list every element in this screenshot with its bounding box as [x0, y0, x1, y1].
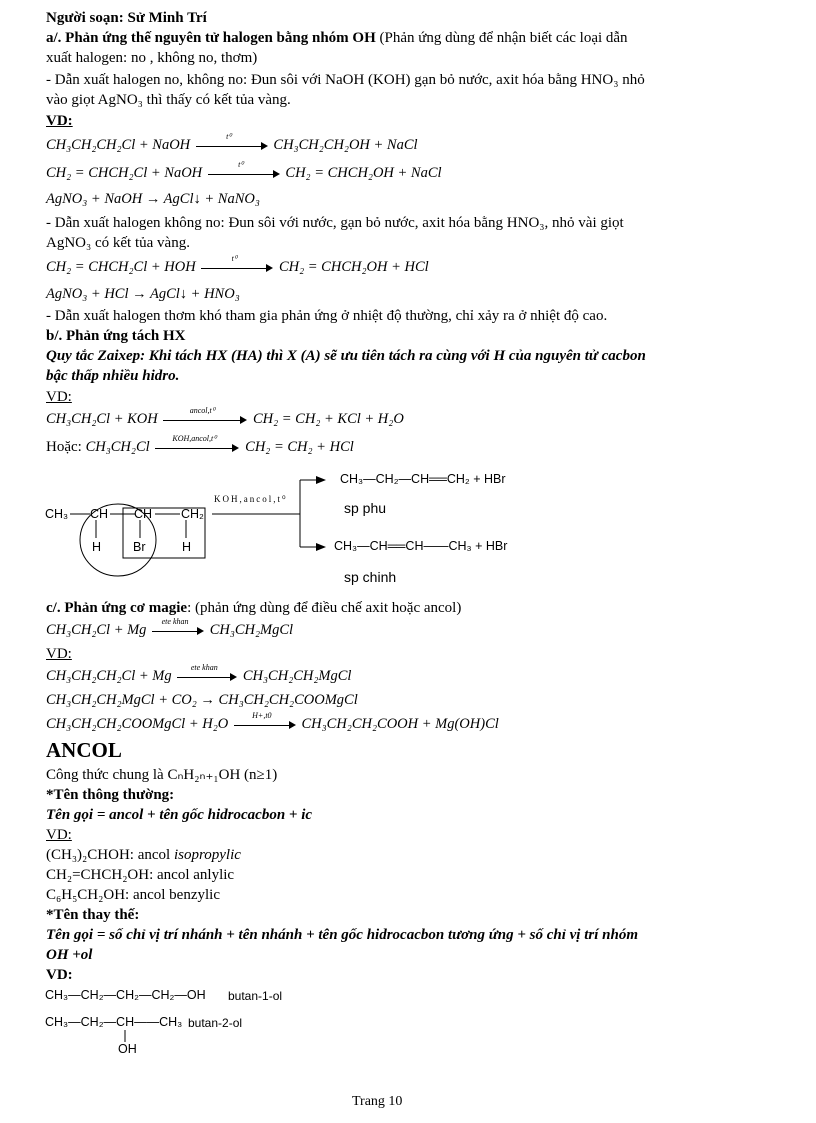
section-a-para3: - Dẫn xuất halogen thơm khó tham gia phản ứng ở nhiệt độ thường, chỉ xảy ra ở nhiệt độ cao. — [46, 308, 608, 324]
arrow-condition: t⁰ — [238, 159, 244, 169]
arrow-condition: H+,t0 — [252, 710, 272, 720]
arrow-condition: ete khan — [190, 662, 218, 672]
substituent-h1: H — [92, 540, 102, 554]
reactant-ch-2: CH — [134, 507, 153, 521]
substitutive-rule-line2: OH +ol — [46, 947, 93, 963]
substitutive-rule-line1: Tên gọi = số chỉ vị trí nhánh + tên nhánh + tên gốc hidrocacbon tương ứng + số chỉ vị trí nhóm — [46, 927, 638, 943]
or-label: Hoặc: — [46, 439, 82, 455]
product-2: CH₃—CH══CH——CH₃ + HBr — [334, 539, 508, 553]
zaixep-rule-line1: Quy tắc Zaixep: Khi tách HX (HA) thì X (A) sẽ ưu tiên tách ra cùng với H của nguyên tử cacbon — [46, 348, 646, 364]
arrow-condition: ancol,t⁰ — [189, 405, 215, 415]
reaction-arrow — [234, 710, 296, 730]
b-eq1-right: CH₂ = CH₂ + KCl + H₂O — [252, 411, 404, 427]
c-eq1-right: CH₃CH₂CH₂MgCl — [242, 668, 352, 684]
product-1: CH₃—CH₂—CH══CH₂ + HBr — [340, 472, 506, 486]
example-2: CH₂=CHCH₂OH: ancol anlylic — [46, 867, 235, 883]
section-b-vd: VD: — [46, 389, 72, 405]
reaction-arrow — [196, 131, 268, 151]
section-b-title: b/. Phản ứng tách HX — [46, 328, 186, 344]
elimination-condition: KOH,ancol,t⁰ — [214, 494, 288, 504]
reaction-arrow — [208, 159, 280, 179]
b-eq2-right: CH₂ = CH₂ + HCl — [245, 439, 354, 455]
c-eq1-left: CH₃CH₂CH₂Cl + Mg — [46, 668, 172, 684]
ancol-formula: Công thức chung là CₙH₂ₙ₊₁OH (n≥1) — [46, 767, 278, 783]
example-3: C₆H₅CH₂OH: ancol benzylic — [46, 887, 220, 903]
eq4-right: CH₂ = CHCH₂OH + HCl — [278, 259, 429, 275]
section-a-para1-line2: vào giọt AgNO₃ thì thấy có kết tủa vàng. — [46, 92, 291, 108]
reaction-arrow — [155, 433, 239, 453]
b-eq1-left: CH₃CH₂Cl + KOH — [46, 411, 158, 427]
section-a-para1-line1: - Dẫn xuất halogen no, không no: Đun sôi với NaOH (KOH) gạn bỏ nước, axit hóa bằng HNO₃ nhỏ — [46, 72, 645, 88]
reactant-ch3: CH₃ — [45, 507, 69, 521]
ancol-vd: VD: — [46, 827, 72, 843]
section-a-para2-line2: AgNO₃ có kết tủa vàng. — [46, 235, 190, 251]
c-eq3-left: CH₃CH₂CH₂COOMgCl + H₂O — [46, 716, 229, 732]
c-eq3-right: CH₃CH₂CH₂COOH + Mg(OH)Cl — [301, 716, 499, 732]
section-c-title — [46, 599, 461, 617]
section-a-title — [46, 29, 628, 47]
butan-2-ol-name: butan-2-ol — [188, 1016, 243, 1030]
butan-1-ol-formula: CH₃—CH₂—CH₂—CH₂—OH — [45, 988, 206, 1002]
ancol-heading: ANCOL — [46, 738, 122, 762]
section-a-vd: VD: — [46, 113, 73, 129]
section-b-eq2 — [46, 433, 354, 456]
section-c-eq0 — [46, 616, 294, 639]
example-1 — [46, 846, 241, 864]
section-a-line2: xuất halogen: no , không no, thơm) — [46, 50, 258, 66]
product-2-label: sp chinh — [344, 569, 397, 585]
section-a-eq4 — [46, 253, 429, 276]
arrow-head — [316, 476, 326, 484]
butan-2-ol-oh: OH — [118, 1042, 137, 1056]
common-name-rule: Tên gọi = ancol + tên gốc hidrocacbon + ic — [46, 807, 313, 823]
substituent-h2: H — [182, 540, 192, 554]
reaction-arrow — [152, 616, 204, 636]
section-c-eq1 — [46, 662, 352, 685]
eq4-left: CH₂ = CHCH₂Cl + HOH — [46, 259, 196, 275]
product-1-label: sp phu — [344, 500, 387, 516]
reaction-arrow — [163, 405, 247, 425]
section-a-eq5: AgNO₃ + HCl → AgCl↓ + HNO₃ — [46, 286, 240, 302]
section-a-eq1 — [46, 131, 418, 154]
section-c-eq3 — [46, 710, 499, 733]
eq1-right: CH₃CH₂CH₂OH + NaCl — [273, 137, 418, 153]
reaction-arrow — [177, 662, 237, 682]
arrow-condition: t⁰ — [231, 253, 238, 263]
page-number: Trang 10 — [352, 1094, 403, 1109]
arrow-condition: ete khan — [161, 616, 189, 626]
arrow-head — [316, 543, 326, 551]
eq2-left: CH₂ = CHCH₂Cl + NaOH — [46, 165, 203, 181]
butan-2-ol-formula: CH₃—CH₂—CH——CH₃ — [45, 1015, 183, 1029]
substitutive-name-title: *Tên thay thế: — [46, 907, 140, 923]
eq2-right: CH₂ = CHCH₂OH + NaCl — [285, 165, 442, 181]
zaixep-rule-line2: bậc thấp nhiều hidro. — [46, 368, 180, 384]
section-a-title-rest: (Phản ứng dùng để nhận biết các loại dẫn — [375, 30, 628, 46]
section-c-title-rest: : (phản ứng dùng để điều chế axit hoặc ancol) — [187, 600, 462, 616]
section-c-vd: VD: — [46, 646, 72, 662]
section-a-eq2 — [46, 159, 442, 182]
arrow-condition: t⁰ — [226, 131, 232, 141]
common-name-title: *Tên thông thường: — [46, 787, 175, 803]
reactant-ch-1: CH — [90, 507, 109, 521]
section-a-title-bold: a/. Phản ứng thế nguyên tử halogen bằng nhóm OH — [46, 30, 376, 46]
butan-1-ol-name: butan-1-ol — [228, 989, 283, 1003]
eq1-left: CH₃CH₂CH₂Cl + NaOH — [46, 137, 191, 153]
arrow-condition: KOH,ancol,t⁰ — [172, 433, 217, 443]
section-a-eq3: AgNO₃ + NaOH → AgCl↓ + NaNO₃ — [46, 191, 260, 207]
section-c-title-bold: c/. Phản ứng cơ magie — [46, 600, 188, 616]
substituent-br: Br — [133, 540, 146, 554]
section-b-eq1 — [46, 405, 404, 428]
example-1-formula: (CH₃)₂CHOH: ancol — [46, 847, 174, 863]
section-a-para2-line1: - Dẫn xuất halogen không no: Đun sôi với nước, gạn bỏ nước, axit hóa bằng HNO₃, nhỏ vài giọt — [46, 215, 624, 231]
author-line: Người soạn: Sử Minh Trí — [46, 10, 207, 26]
section-c-eq2: CH₃CH₂CH₂MgCl + CO₂ → CH₃CH₂CH₂COOMgCl — [46, 692, 358, 708]
reactant-ch2: CH₂ — [181, 507, 204, 521]
ancol-vd2: VD: — [46, 967, 73, 983]
b-eq2-left: CH₃CH₂Cl — [85, 439, 150, 455]
reaction-arrow — [201, 253, 273, 273]
c-eq0-left: CH₃CH₂Cl + Mg — [46, 622, 147, 638]
example-1-name: isopropylic — [173, 847, 241, 863]
c-eq0-right: CH₃CH₂MgCl — [209, 622, 294, 638]
